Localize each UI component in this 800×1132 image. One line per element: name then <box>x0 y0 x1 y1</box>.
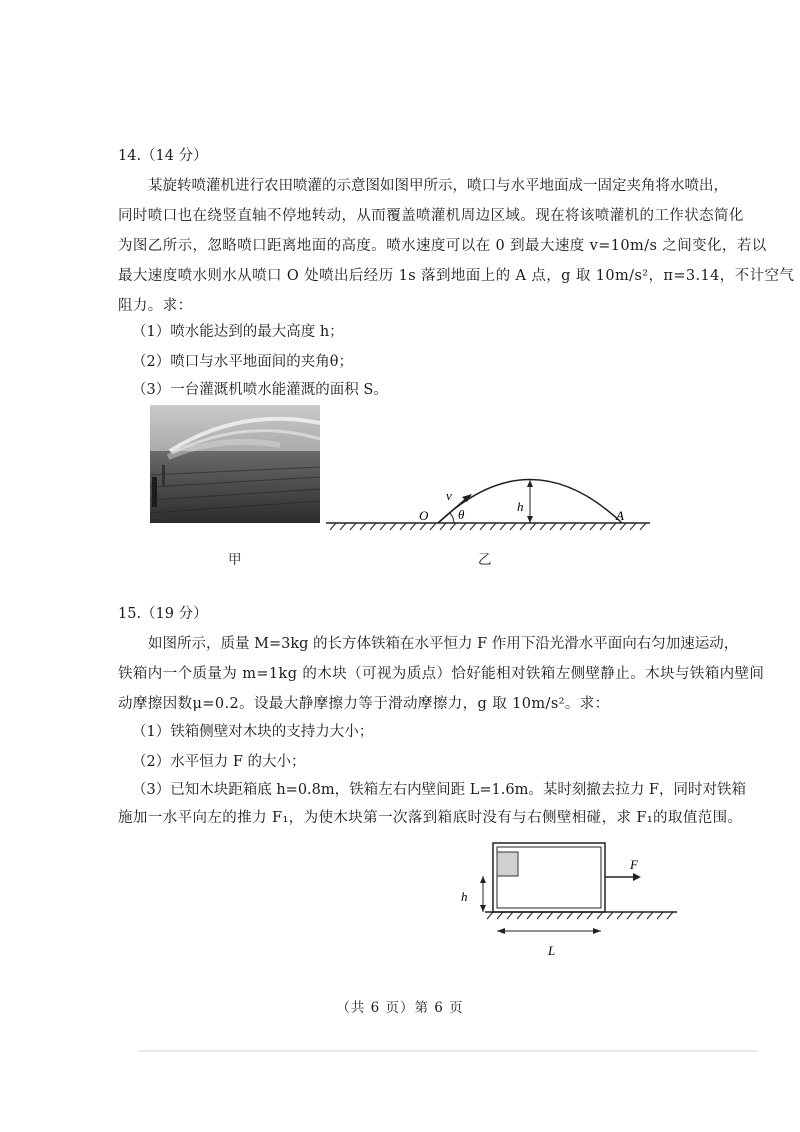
q15-item-3-continued: 施加一水平向左的推力 F₁，为使木块第一次落到箱底时没有与右侧壁相碰，求 F₁的取值范围。 <box>118 810 743 826</box>
trajectory-diagram <box>320 470 660 540</box>
box-length-label: L <box>548 943 556 958</box>
figure-jia-caption: 甲 <box>228 552 242 568</box>
page-footer: （共 6 页）第 6 页 <box>336 1000 464 1016</box>
sprinkler-photo <box>150 405 320 523</box>
q14-heading: 14.（14 分） <box>118 148 208 164</box>
q15-item-1: （1）铁箱侧壁对木块的支持力大小； <box>132 724 374 740</box>
box-height-label: h <box>461 889 468 904</box>
q15-text-line-3: 动摩擦因数μ=0.2。设最大静摩擦力等于滑动摩擦力，g 取 10m/s²。求： <box>118 696 610 712</box>
point-o-label: O <box>419 508 429 523</box>
q14-item-1: （1）喷水能达到的最大高度 h； <box>132 324 344 340</box>
q14-text-line-2: 同时喷口也在绕竖直轴不停地转动，从而覆盖喷灌机周边区域。现在将该喷灌机的工作状态简化 <box>118 208 744 224</box>
q15-text-line-1: 如图所示，质量 M=3kg 的长方体铁箱在水平恒力 F 作用下沿光滑水平面向右匀加速运动， <box>148 636 739 652</box>
q14-item-3: （3）一台灌溉机喷水能灌溉的面积 S。 <box>132 382 388 398</box>
q15-text-line-2: 铁箱内一个质量为 m=1kg 的木块（可视为质点）恰好能相对铁箱左侧壁静止。木块与铁箱内壁间 <box>118 666 765 682</box>
velocity-label: v <box>446 488 452 503</box>
q14-text-line-1: 某旋转喷灌机进行农田喷灌的示意图如图甲所示，喷口与水平地面成一固定夹角将水喷出， <box>148 178 728 194</box>
q15-item-2: （2）水平恒力 F 的大小； <box>132 754 306 770</box>
point-a-label: A <box>616 508 624 523</box>
theta-label: θ <box>458 507 465 522</box>
q14-item-2: （2）喷口与水平地面间的夹角θ； <box>132 354 353 370</box>
q14-text-line-5: 阻力。求： <box>118 298 193 314</box>
height-label: h <box>517 499 524 514</box>
iron-box-diagram <box>455 835 685 965</box>
q14-text-line-3: 为图乙所示，忽略喷口距离地面的高度。喷水速度可以在 0 到最大速度 v=10m/s 之间变化，若以 <box>118 238 767 254</box>
q15-item-3: （3）已知木块距箱底 h=0.8m，铁箱左右内壁间距 L=1.6m。某时刻撤去拉力 F，同时对铁箱 <box>132 782 746 798</box>
q14-text-line-4: 最大速度喷水则水从喷口 O 处喷出后经历 1s 落到地面上的 A 点，g 取 10m/s²，π=3.14，不计空气 <box>118 268 795 284</box>
force-f-label: F <box>630 857 638 872</box>
q15-heading: 15.（19 分） <box>118 606 208 622</box>
bottom-divider <box>138 1050 758 1052</box>
figure-yi-caption: 乙 <box>478 552 492 568</box>
